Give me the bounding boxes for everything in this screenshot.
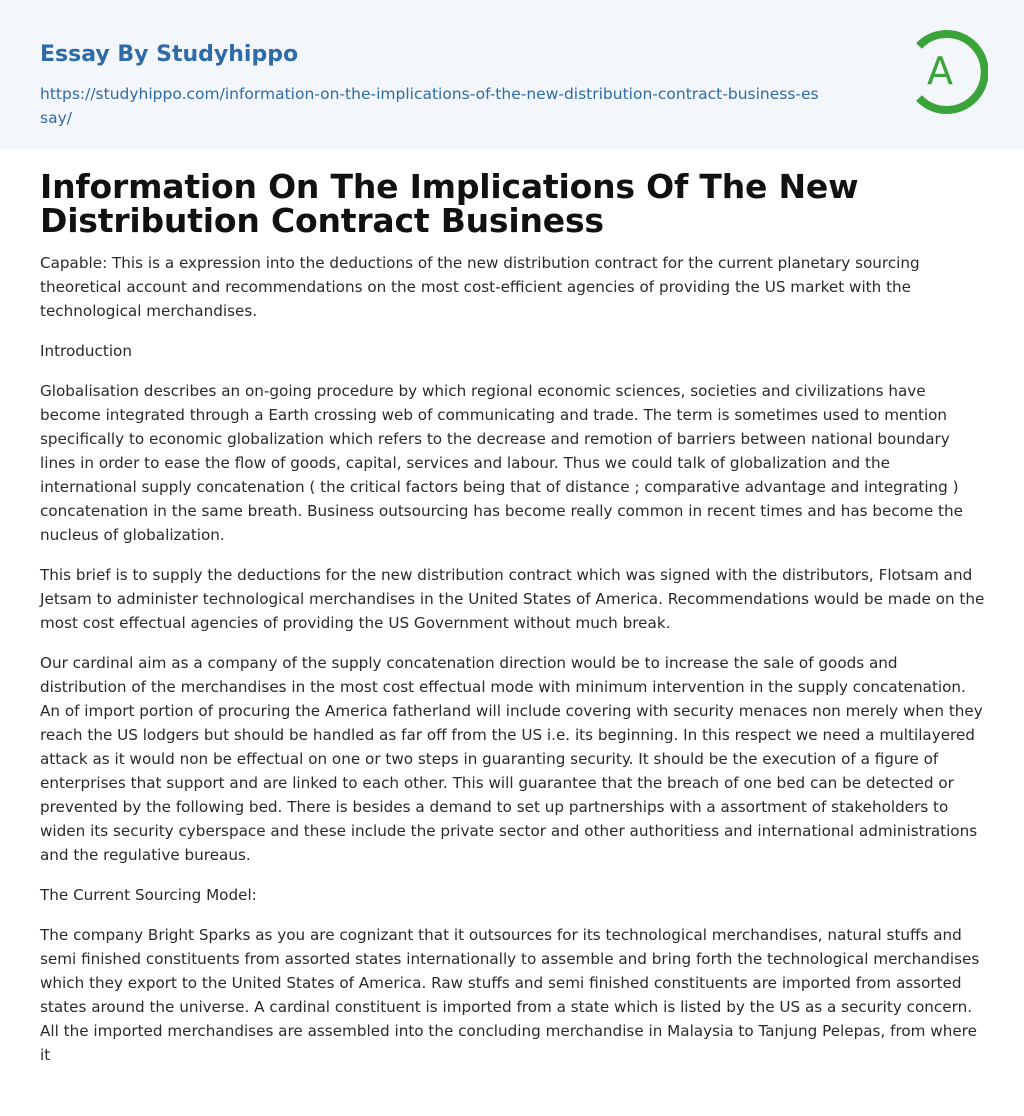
logo-letter: A [927,49,953,93]
body-paragraph: This brief is to supply the deductions for the new distribution contract which was signed with the distributors, Flotsam and Jetsam to administer technological merchandises in the United States of America. Recommendations would be made on the most cost effectual agencies of providing the US Government without much break. [40,566,985,632]
body-paragraph: The company Bright Sparks as you are cognizant that it outsources for its technological merchandises, natural stuffs and semi finished constituents from assorted states internationally to assemble and bring forth the technological merchandises which they export to the United States of America. Raw stuffs and semi finished constituents are imported from assorted states around the universe. A cardinal constituent is imported from a state which is listed by the US as a security concern. All the imported merchandises are assembled into the concluding merchandise in Malaysia to Tanjung Pelepas, from where it [40,926,980,1064]
document-title: Information On The Implications Of The New Distribution Contract Business [40,167,859,240]
source-url-link[interactable]: https://studyhippo.com/information-on-the-implications-of-the-new-distribution-contract-business-essay/ [40,85,819,127]
section-heading-introduction: Introduction [40,342,132,360]
summary-paragraph: Capable: This is a expression into the deductions of the new distribution contract for the current planetary sourcing theoretical account and recommendations on the most cost-efficient agencies of providing the US market with the technological merchandises. [40,254,920,320]
essay-content [40,167,986,1067]
brand-title[interactable]: Essay By Studyhippo [40,42,299,67]
body-paragraph: Globalisation describes an on-going procedure by which regional economic sciences, societies and civilizations have become integrated through a Earth crossing web of communicating and trade. The term is sometimes used to mention specifically to economic globalization which refers to the decrease and remotion of barriers between national boundary lines in order to ease the flow of goods, capital, services and labour. Thus we could talk of globalization and the international supply concatenation ( the critical factors being that of distance ; comparative advantage and integrating ) concatenation in the same breath. Business outsourcing has become really common in recent times and has become the nucleus of globalization. [40,382,963,544]
section-heading-sourcing-model: The Current Sourcing Model: [40,886,257,904]
studyhippo-logo-icon[interactable] [904,28,988,116]
site-header [0,0,1024,150]
body-paragraph: Our cardinal aim as a company of the supply concatenation direction would be to increase the sale of goods and distribution of the merchandises in the most cost effectual mode with minimum intervention in the supply concatenation. An of import portion of procuring the America fatherland will include covering with security menaces non merely when they reach the US lodgers but should be handled as far off from the US i.e. its beginning. In this respect we need a multilayered attack as it would non be effectual on one or two steps in guaranting security. It should be the execution of a figure of enterprises that support and are linked to each other. This will guarantee that the breach of one bed can be detected or prevented by the following bed. There is besides a demand to set up partnerships with a assortment of stakeholders to widen its security cyberspace and these include the private sector and other authoritiess and international administrations and the regulative bureaus. [40,654,983,864]
